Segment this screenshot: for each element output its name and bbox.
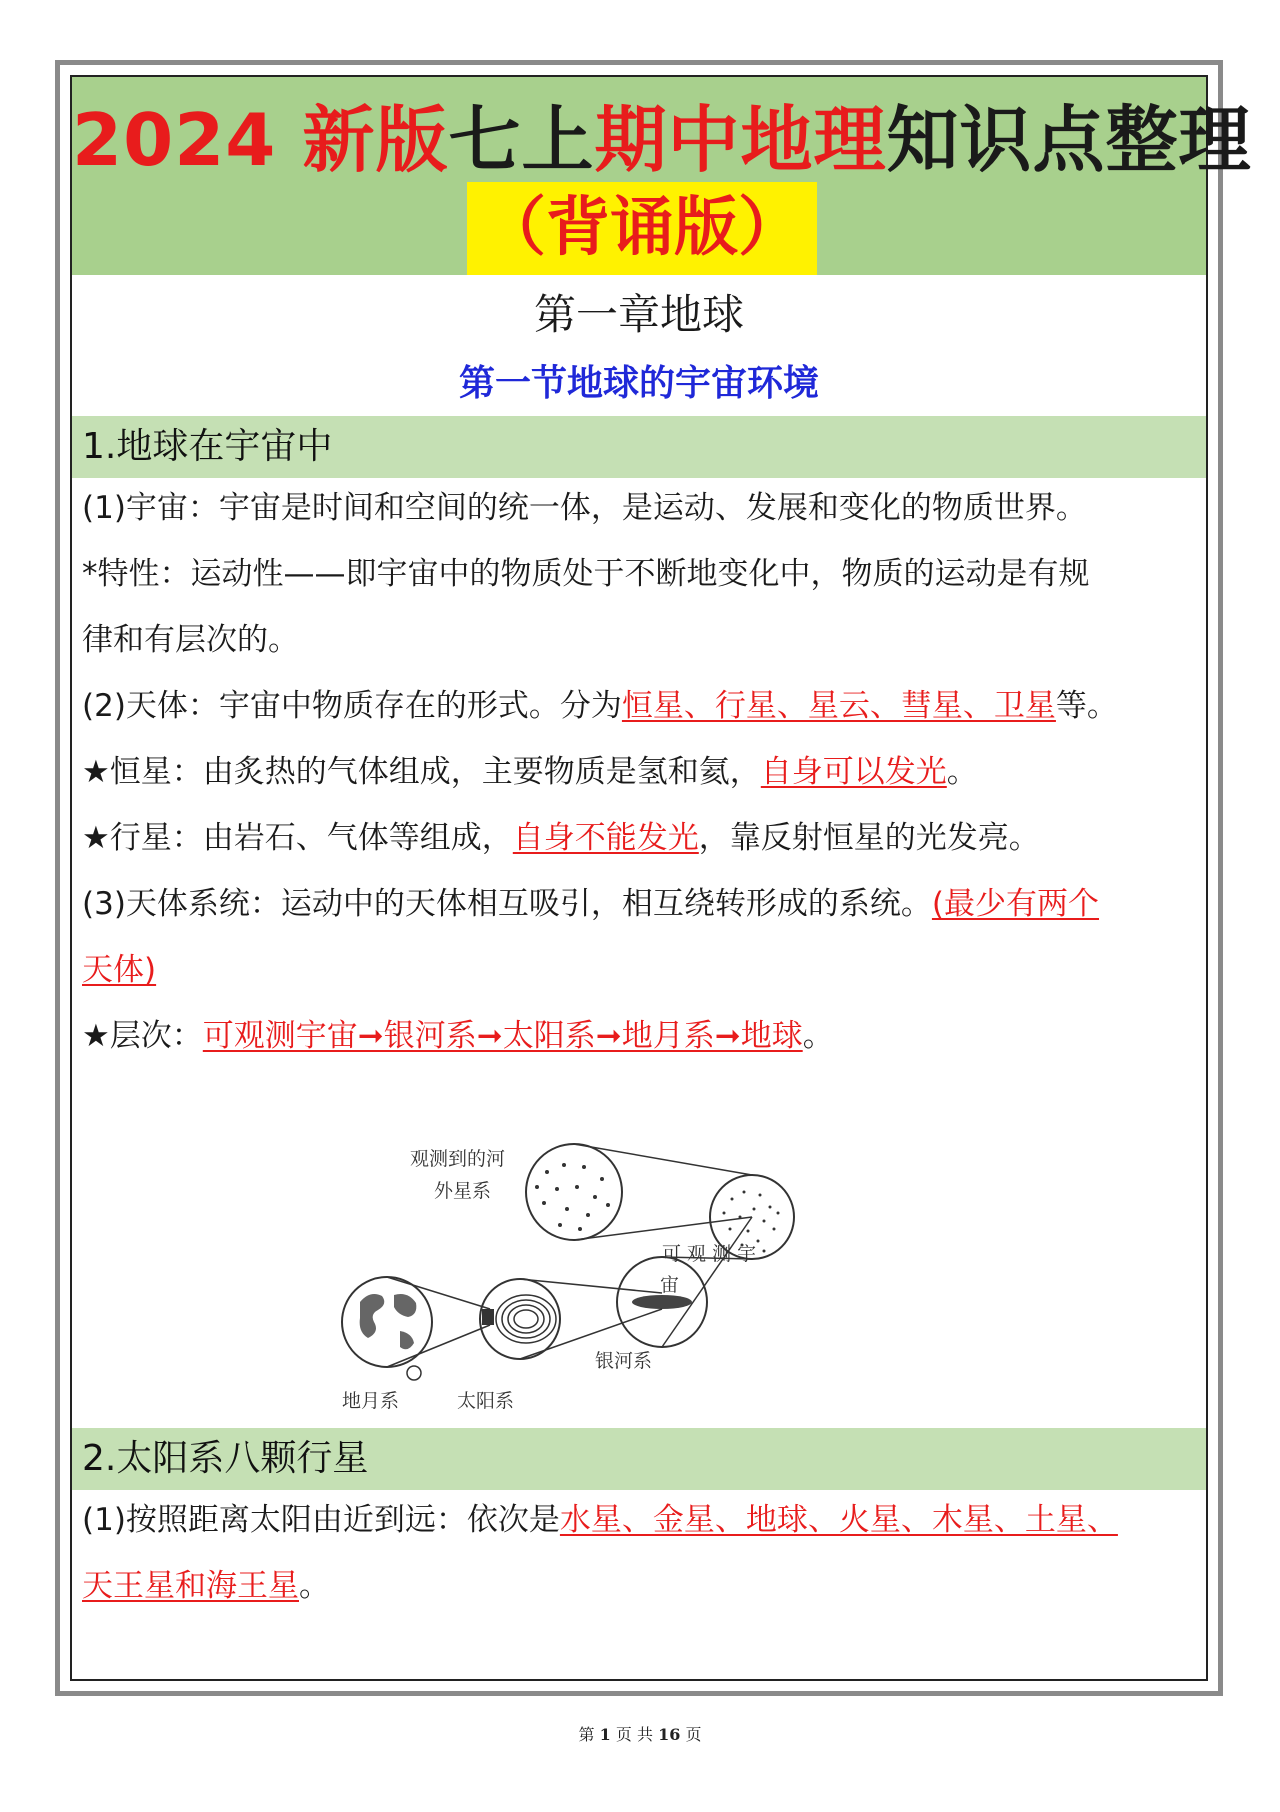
- text-segment: ★行星：由岩石、气体等组成，: [82, 820, 513, 856]
- celestial-system-diagram: [312, 1117, 872, 1427]
- footer-text: 页 共: [615, 1725, 653, 1744]
- label-solar-system: 太阳系: [457, 1390, 515, 1412]
- text-line-planet-order: [82, 1495, 1198, 1545]
- title-grade: 七上: [448, 98, 595, 182]
- moon-circle: [407, 1366, 421, 1380]
- label-universe-line2: 宙: [660, 1274, 680, 1296]
- highlight-text: 天王星和海王星: [82, 1568, 299, 1604]
- page-content: [70, 75, 1252, 1681]
- text-segment: ★恒星：由炙热的气体组成，主要物质是氢和氦，: [82, 754, 761, 790]
- highlight-text: 自身可以发光: [760, 754, 947, 790]
- page-frame: [55, 60, 1252, 1696]
- text-line-property: *特性：运动性——即宇宙中的物质处于不断地变化中，物质的运动是有规: [82, 556, 1090, 592]
- highlight-text: 可观测宇宙➞银河系➞太阳系➞地月系➞地球: [202, 1018, 803, 1054]
- text-segment: 。: [802, 1018, 834, 1054]
- footer-text: 页: [685, 1725, 702, 1744]
- text-segment: 等。: [1055, 688, 1118, 724]
- label-galaxies-line2: 外星系: [434, 1180, 492, 1202]
- highlight-text: 水星、金星、地球、火星、木星、土星、: [559, 1502, 1118, 1538]
- chapter-title: 第一章地球: [533, 290, 744, 339]
- topic-heading-2: 2.太阳系八颗行星: [72, 1428, 1206, 1490]
- text-line-system-cont: [82, 945, 1198, 995]
- label-milky-way: 银河系: [595, 1350, 653, 1372]
- text-segment: (1)按照距离太阳由近到远：依次是: [82, 1502, 560, 1538]
- topic-heading-1: 1.地球在宇宙中: [72, 416, 1206, 478]
- footer-text: 第: [578, 1725, 595, 1744]
- text-line-planet: [82, 813, 1198, 863]
- text-segment: ★层次：: [82, 1018, 203, 1054]
- page-footer: [0, 1722, 1280, 1745]
- highlight-text: (最少有两个: [931, 886, 1100, 922]
- text-segment: 。: [946, 754, 978, 790]
- title-subject: 期中地理: [594, 98, 887, 182]
- text-line-universe: (1)宇宙：宇宙是时间和空间的统一体，是运动、发展和变化的物质世界。: [82, 490, 1087, 526]
- subtitle-badge: （背诵版）: [467, 182, 817, 275]
- highlight-text: 自身不能发光: [512, 820, 699, 856]
- text-segment: (2)天体：宇宙中物质存在的形式。分为: [82, 688, 622, 724]
- galaxies-circle: [526, 1144, 622, 1240]
- text-line-celestial-bodies: [82, 681, 1198, 731]
- text-segment: (3)天体系统：运动中的天体相互吸引，相互绕转形成的系统。: [82, 886, 932, 922]
- text-line-hierarchy: [82, 1011, 1198, 1061]
- text-line-system: [82, 879, 1198, 929]
- text-segment: 。: [299, 1568, 330, 1604]
- text-segment: ，靠反射恒星的光发亮。: [698, 820, 1040, 856]
- title-year-version: 2024 新版: [72, 98, 449, 182]
- page-title: [72, 95, 1252, 185]
- section-title: 第一节地球的宇宙环境: [458, 363, 819, 404]
- text-line-property-cont: 律和有层次的。: [82, 622, 299, 658]
- label-earth-moon: 地月系: [342, 1390, 400, 1412]
- label-galaxies-line1: 观测到的河: [410, 1148, 506, 1170]
- milky-way-disk: [632, 1295, 692, 1309]
- label-universe-line1: 可 观 测 宇: [662, 1243, 757, 1265]
- highlight-text: 恒星、行星、星云、彗星、卫星: [621, 688, 1056, 724]
- page-total: 16: [658, 1725, 681, 1744]
- highlight-text: 天体): [82, 952, 157, 988]
- text-line-star: [82, 747, 1198, 797]
- text-line-planet-order-cont: [82, 1561, 1198, 1611]
- title-suffix: 知识点整理: [886, 98, 1252, 182]
- solar-zoom-marker: [482, 1309, 494, 1325]
- page-number: 1: [599, 1725, 611, 1744]
